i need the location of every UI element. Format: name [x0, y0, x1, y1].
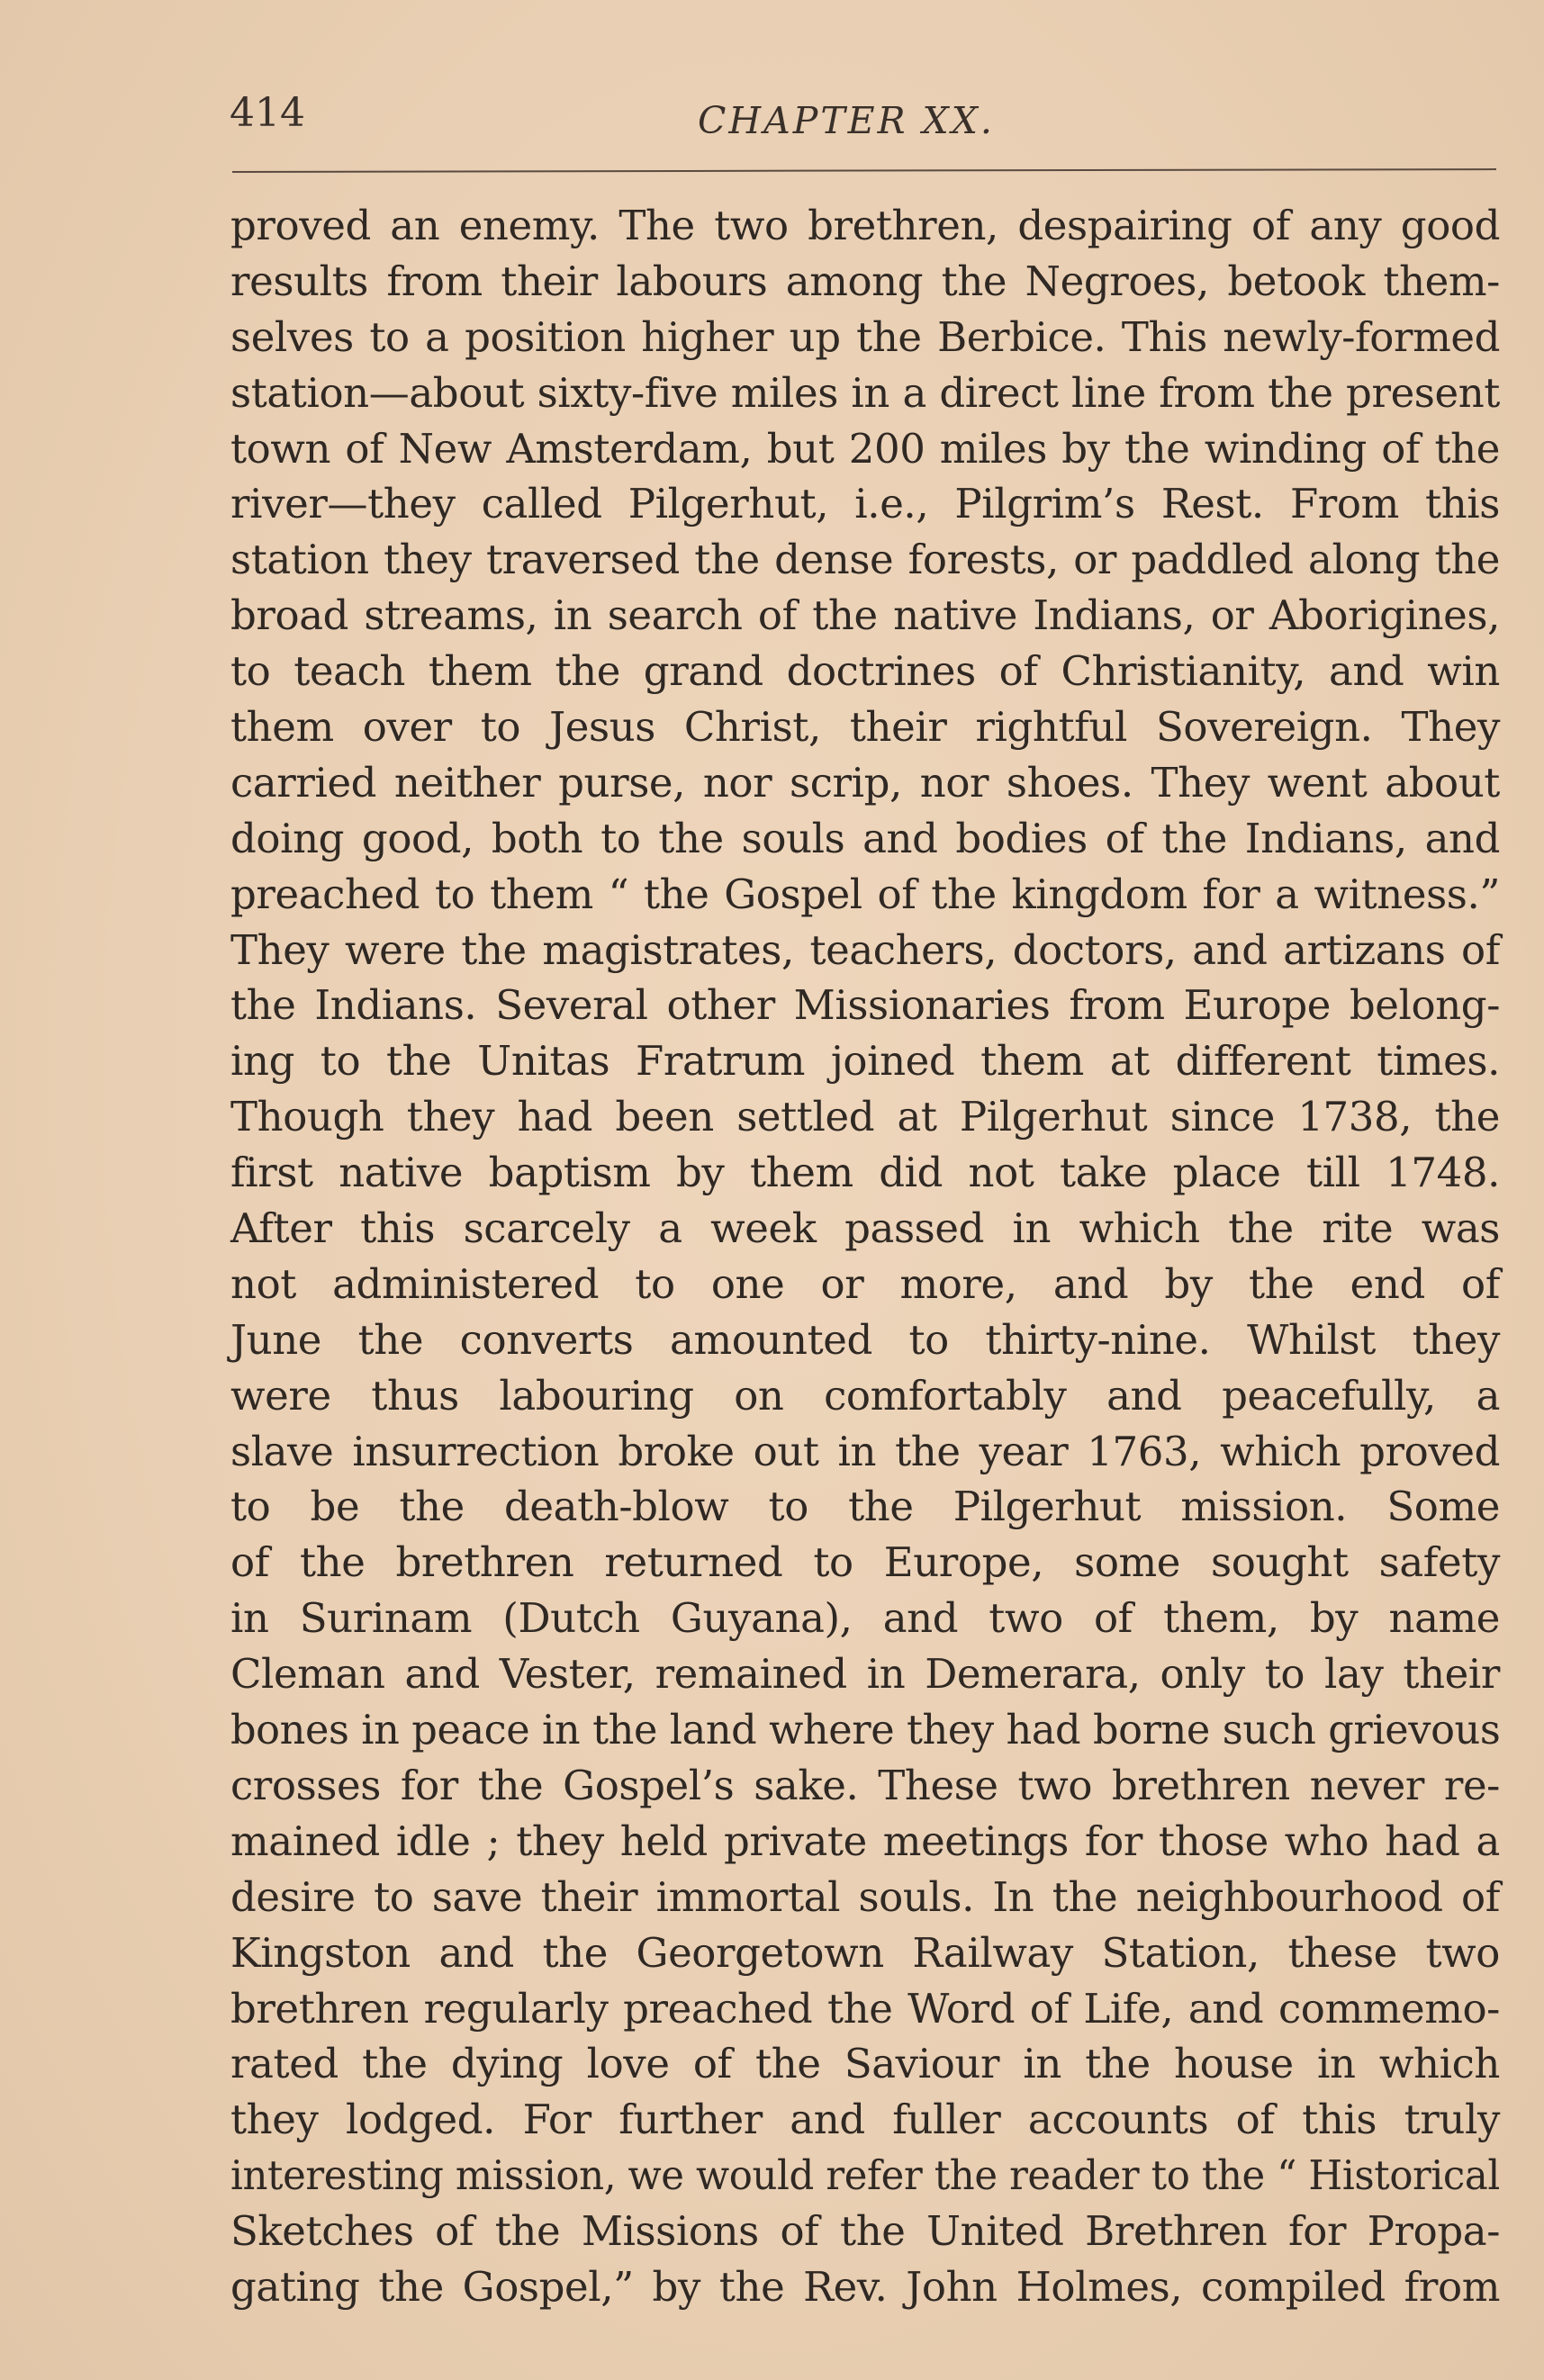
text-line: interesting mission, we would refer the reader to the “ Historical	[230, 2151, 1500, 2200]
text-line: to teach them the grand doctrines of Christianity, and win	[230, 647, 1500, 696]
page-number: 414	[230, 90, 305, 136]
text-line: of the brethren returned to Europe, some sought safety	[230, 1538, 1500, 1587]
text-line: brethren regularly preached the Word of Life, and commemo-	[230, 1984, 1500, 2033]
text-line: slave insurrection broke out in the year 1763, which proved	[230, 1427, 1500, 1475]
text-line: doing good, both to the souls and bodies of the Indians, and	[230, 814, 1500, 862]
text-line: They were the magistrates, teachers, doctors, and artizans of	[230, 925, 1500, 974]
header-rule	[232, 168, 1496, 173]
text-line: After this scarcely a week passed in which the rite was	[230, 1204, 1500, 1253]
text-line: results from their labours among the Negroes, betook them-	[230, 257, 1500, 305]
text-line: selves to a position higher up the Berbice. This newly-formed	[230, 312, 1500, 361]
text-line: the Indians. Several other Missionaries from Europe belong-	[230, 981, 1500, 1030]
text-line: they lodged. For further and fuller accounts of this truly	[230, 2096, 1500, 2144]
text-line: June the converts amounted to thirty-nine. Whilst they	[230, 1315, 1500, 1364]
text-line: station they traversed the dense forests, or paddled along the	[230, 536, 1500, 584]
text-line: not administered to one or more, and by the end of	[230, 1259, 1500, 1308]
text-line: Though they had been settled at Pilgerhut since 1738, the	[230, 1093, 1500, 1141]
text-line: crosses for the Gospel’s sake. These two brethren never re-	[230, 1761, 1500, 1809]
text-line: were thus labouring on comfortably and peacefully, a	[230, 1371, 1500, 1420]
text-line: desire to save their immortal souls. In the neighbourhood of	[230, 1872, 1500, 1921]
text-line: town of New Amsterdam, but 200 miles by the winding of the	[230, 424, 1500, 473]
text-line: them over to Jesus Christ, their rightful Sovereign. They	[230, 703, 1500, 752]
text-line: broad streams, in search of the native Indians, or Aborigines,	[230, 591, 1500, 640]
text-line: rated the dying love of the Saviour in the house in which	[230, 2040, 1500, 2088]
text-line: to be the death-blow to the Pilgerhut mission. Some	[230, 1483, 1500, 1531]
text-line: first native baptism by them did not take place till 1748.	[230, 1149, 1500, 1197]
text-line: bones in peace in the land where they had borne such grievous	[230, 1706, 1501, 1754]
body-text	[230, 198, 1500, 2315]
text-line: ing to the Unitas Fratrum joined them at different times.	[230, 1037, 1500, 1086]
text-line: mained idle ; they held private meetings for those who had a	[230, 1817, 1500, 1865]
text-line: preached to them “ the Gospel of the kingdom for a witness.”	[230, 870, 1500, 918]
text-line: in Surinam (Dutch Guyana), and two of them, by name	[230, 1594, 1500, 1643]
page-header	[230, 90, 1499, 144]
text-line: carried neither purse, nor scrip, nor shoes. They went about	[230, 758, 1500, 807]
text-line: gating the Gospel,” by the Rev. John Holmes, compiled from	[230, 2262, 1500, 2311]
text-line: station—about sixty-five miles in a direct line from the present	[230, 368, 1500, 417]
text-line: proved an enemy. The two brethren, despairing of any good	[230, 202, 1500, 249]
text-line: Kingston and the Georgetown Railway Station, these two	[230, 1928, 1500, 1977]
text-line: Sketches of the Missions of the United Brethren for Propa-	[230, 2207, 1500, 2256]
running-head: CHAPTER XX.	[698, 99, 995, 142]
text-line: Cleman and Vester, remained in Demerara, only to lay their	[230, 1650, 1500, 1699]
text-line: river—they called Pilgerhut, i.e., Pilgrim’s Rest. From this	[230, 480, 1500, 528]
